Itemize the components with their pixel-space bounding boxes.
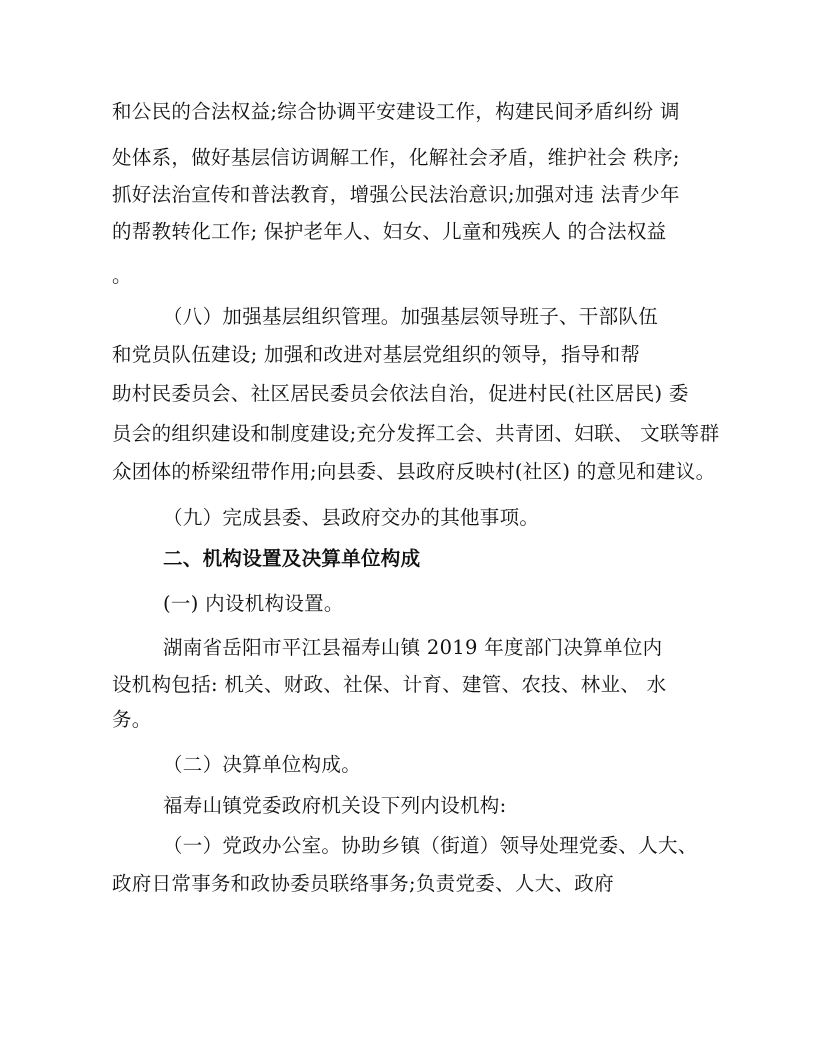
text-line: 。 (112, 264, 132, 287)
text-line: 设机构包括: 机关、财政、社保、计育、建管、农技、林业、 水 (112, 673, 667, 696)
subsection-title: (一) 内设机构设置。 (163, 592, 344, 615)
text-line: 众团体的桥梁纽带作用;向县委、县政府反映村(社区) 的意见和建议。 (112, 460, 716, 483)
text-line: 福寿山镇党委政府机关设下列内设机构: (163, 794, 507, 817)
text-line: 湖南省岳阳市平江县福寿山镇 2019 年度部门决算单位内 (163, 636, 663, 659)
section-paragraph-9: （九）完成县委、县政府交办的其他事项。 (163, 506, 540, 529)
text-line: 员会的组织建设和制度建设;充分发挥工会、共青团、妇联、 文联等群 (112, 422, 720, 445)
text-line: （一）党政办公室。协助乡镇（街道）领导处理党委、人大、 (163, 834, 698, 857)
section-heading: 二、机构设置及决算单位构成 (163, 547, 421, 570)
text-line: 处体系，做好基层信访调解工作，化解社会矛盾，维护社会 秩序; (112, 146, 680, 169)
text-line: 抓好法治宣传和普法教育，增强公民法治意识;加强对违 法青少年 (112, 183, 680, 206)
section-paragraph-8: （八）加强基层组织管理。加强基层领导班子、干部队伍 (163, 305, 659, 328)
text-line: 政府日常事务和政协委员联络事务;负责党委、人大、政府 (112, 872, 614, 895)
subsection-title: （二）决算单位构成。 (163, 753, 362, 776)
text-line: 的帮教转化工作; 保护老年人、妇女、儿童和残疾人 的合法权益 (112, 220, 667, 243)
text-line: 和党员队伍建设; 加强和改进对基层党组织的领导，指导和帮 (112, 343, 641, 366)
text-line: 务。 (112, 708, 152, 731)
text-line: 和公民的合法权益;综合协调平安建设工作，构建民间矛盾纠纷 调 (112, 100, 680, 123)
text-line: 助村民委员会、社区居民委员会依法自治，促进村民(社区居民) 委 (112, 382, 689, 405)
